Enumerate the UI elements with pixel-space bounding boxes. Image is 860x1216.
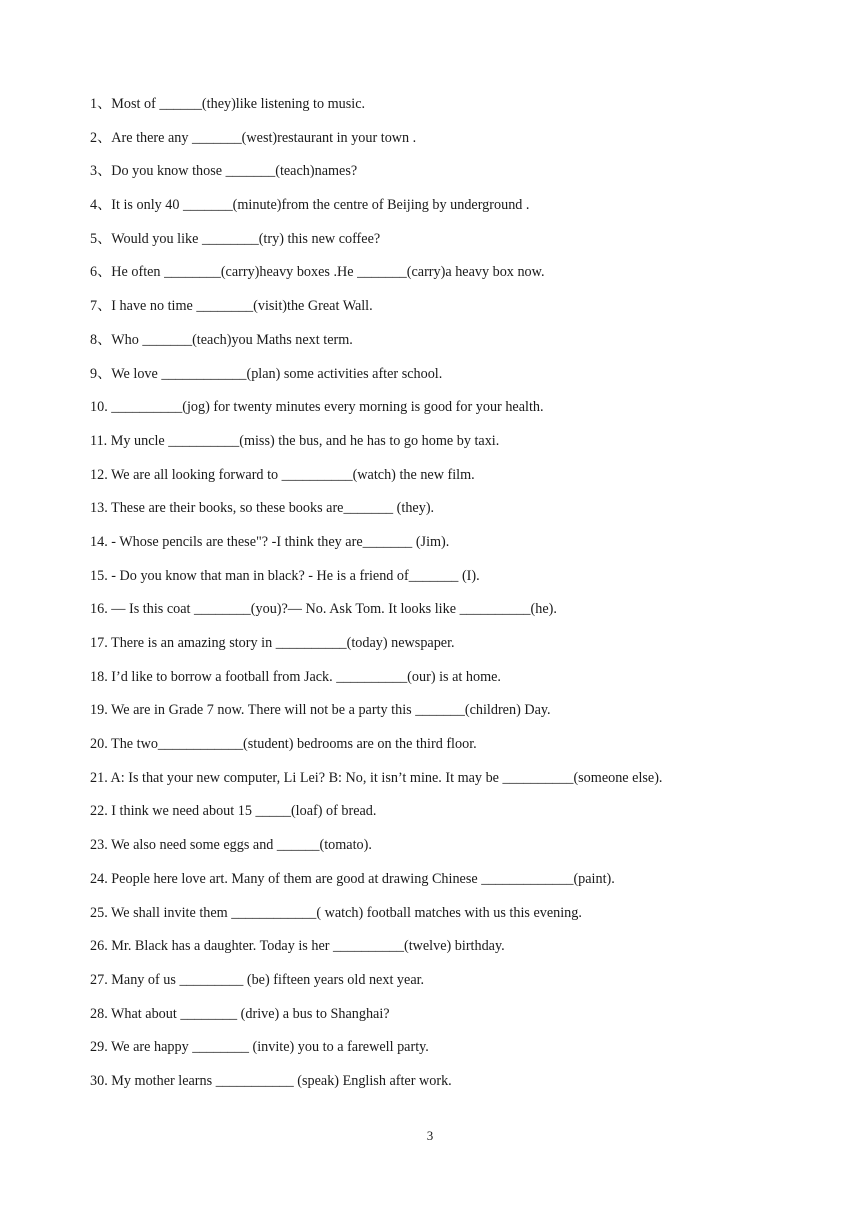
question-25: 25. We shall invite them ____________( watch) football matches with us this evening. [90, 904, 582, 921]
question-24: 24. People here love art. Many of them are good at drawing Chinese _____________(paint). [90, 870, 615, 887]
question-14: 14. - Whose pencils are these"? -I think they are_______ (Jim). [90, 533, 450, 550]
question-22: 22. I think we need about 15 _____(loaf) of bread. [90, 803, 377, 820]
question-23: 23. We also need some eggs and ______(tomato). [90, 837, 372, 854]
question-10: 10. __________(jog) for twenty minutes every morning is good for your health. [90, 399, 544, 416]
question-26: 26. Mr. Black has a daughter. Today is her __________(twelve) birthday. [90, 938, 505, 955]
question-13: 13. These are their books, so these books are_______ (they). [90, 500, 435, 517]
question-28: 28. What about ________ (drive) a bus to Shanghai? [90, 1005, 390, 1022]
question-2: 2、Are there any _______(west)restaurant in your town . [90, 129, 417, 146]
question-9: 9、We love ____________(plan) some activities after school. [90, 365, 443, 382]
question-12: 12. We are all looking forward to __________(watch) the new film. [90, 466, 475, 483]
exercise-list [90, 92, 790, 1103]
question-1: 1、Most of ______(they)like listening to music. [90, 96, 366, 112]
question-16: 16. — Is this coat ________(you)?— No. Ask Tom. It looks like __________(he). [90, 601, 557, 618]
question-6: 6、He often ________(carry)heavy boxes .He _______(carry)a heavy box now. [90, 264, 545, 281]
question-27: 27. Many of us _________ (be) fifteen years old next year. [90, 971, 425, 988]
question-21: 21. A: Is that your new computer, Li Lei? B: No, it isn’t mine. It may be __________(someone else). [90, 769, 663, 786]
question-11: 11. My uncle __________(miss) the bus, and he has to go home by taxi. [90, 432, 500, 449]
question-5: 5、Would you like ________(try) this new coffee? [90, 230, 381, 247]
question-30: 30. My mother learns ___________ (speak) English after work. [90, 1072, 452, 1089]
page-number: 3 [426, 1128, 434, 1143]
question-18: 18. I’d like to borrow a football from Jack. __________(our) is at home. [90, 668, 501, 685]
question-4: 4、It is only 40 _______(minute)from the centre of Beijing by underground . [90, 197, 530, 214]
question-20: 20. The two____________(student) bedrooms are on the third floor. [90, 736, 477, 753]
question-17: 17. There is an amazing story in __________(today) newspaper. [90, 635, 455, 651]
question-7: 7、I have no time ________(visit)the Great Wall. [90, 298, 373, 315]
question-3: 3、Do you know those _______(teach)names? [90, 163, 358, 180]
question-29: 29. We are happy ________ (invite) you to a farewell party. [90, 1039, 429, 1056]
question-8: 8、Who _______(teach)you Maths next term. [90, 331, 353, 348]
question-19: 19. We are in Grade 7 now. There will not be a party this _______(children) Day. [90, 702, 551, 719]
question-15: 15. - Do you know that man in black? - He is a friend of_______ (I). [90, 567, 480, 584]
